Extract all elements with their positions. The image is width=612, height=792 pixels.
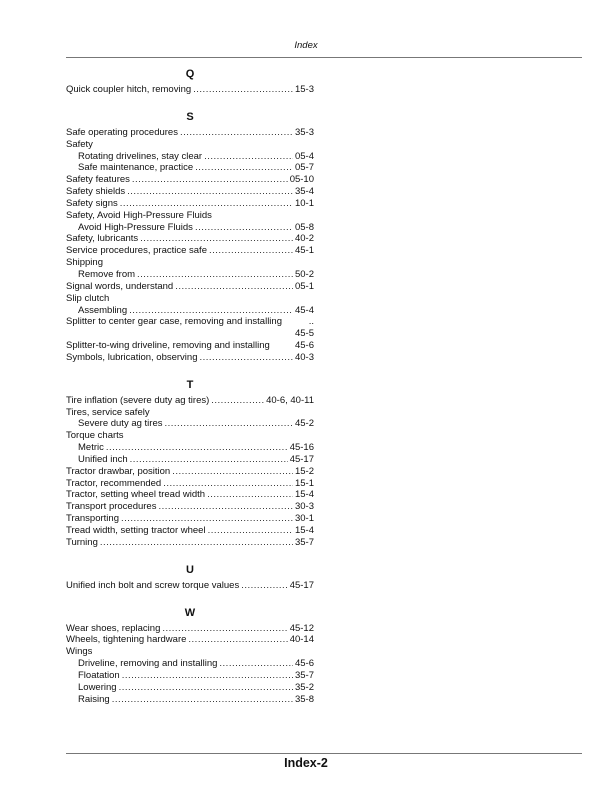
entry-page: 15-2 (294, 465, 314, 477)
entry-text: Rotating drivelines, stay clear (78, 150, 203, 162)
entry-text: Torque charts (66, 430, 124, 442)
entry-page: 10-1 (294, 197, 314, 209)
dot-leader (209, 245, 293, 257)
entry-page: 35-7 (294, 536, 314, 548)
entry-page: 45-6 (294, 658, 314, 670)
entry-page: 15-1 (294, 477, 314, 489)
dot-leader (122, 670, 293, 682)
entry-text: Safety shields (66, 186, 126, 198)
section-letter: T (186, 378, 194, 391)
dot-leader (207, 489, 293, 501)
index-subentry (66, 682, 314, 694)
entry-text: Lowering (78, 681, 117, 693)
entry-page: 40-6, 40-11 (266, 394, 314, 406)
entry-page: 45-4 (294, 304, 314, 316)
entry-text: Symbols, lubrication, observing (66, 351, 198, 363)
dot-leader (199, 352, 293, 364)
dot-leader (241, 580, 287, 592)
entry-text: Safe operating procedures (66, 126, 178, 138)
index-subentry (66, 162, 314, 174)
entry-page: 40-14 (289, 634, 314, 646)
index-entry (66, 233, 314, 245)
index-entry (66, 139, 314, 151)
entry-page: 05-10 (289, 174, 314, 186)
index-subentry (66, 222, 314, 234)
index-subentry (66, 151, 314, 163)
index-subentry (66, 418, 314, 430)
dot-leader (195, 222, 293, 234)
dot-leader (193, 84, 293, 96)
entry-page: 15-3 (294, 84, 314, 95)
entry-text: Remove from (78, 268, 136, 280)
dot-leader (129, 305, 293, 317)
entry-page: 35-3 (294, 126, 314, 138)
dot-leader (195, 162, 293, 174)
entry-page: 35-8 (294, 693, 314, 705)
entry-text: Turning (66, 536, 98, 548)
header-rule (66, 57, 582, 58)
page-number: Index-2 (284, 756, 328, 770)
entry-text: Quick coupler hitch, removing (66, 84, 192, 95)
index-entry (66, 623, 314, 635)
entry-page: 45-1 (294, 245, 314, 257)
dot-leader (172, 466, 293, 478)
index-subentry (66, 305, 314, 317)
index-entry (66, 84, 314, 96)
entry-text: Wear shoes, replacing (66, 622, 161, 634)
entry-text: Tractor, setting wheel tread width (66, 489, 206, 501)
dot-leader (211, 395, 264, 407)
entry-text: Splitter-to-wing driveline, removing and installing (66, 340, 270, 352)
footer-rule (66, 753, 582, 754)
index-entry (66, 580, 314, 592)
entry-text: Metric (78, 442, 104, 454)
index-section-q (66, 67, 314, 96)
dot-leader (112, 694, 293, 706)
section-letter: W (184, 606, 196, 619)
entry-page: 30-3 (294, 501, 314, 513)
index-subentry (66, 670, 314, 682)
index-section-u (66, 563, 314, 592)
index-entry (66, 537, 314, 549)
dot-leader (119, 682, 293, 694)
entry-page: 45-5 (294, 328, 314, 340)
index-subentry (66, 442, 314, 454)
index-entry (66, 245, 314, 257)
dot-leader (132, 174, 288, 186)
entry-text: Tractor, recommended (66, 477, 162, 489)
index-entry (66, 525, 314, 537)
index-entry (66, 316, 314, 340)
index-entry (66, 501, 314, 513)
entry-page: 05-7 (294, 162, 314, 174)
entry-text: Wheels, tightening hardware (66, 634, 187, 646)
index-entry (66, 293, 314, 305)
index-entry (66, 198, 314, 210)
dot-leader (158, 501, 293, 513)
entry-page: 05-1 (294, 280, 314, 292)
index-subentry (66, 454, 314, 466)
index-entry (66, 210, 314, 222)
entry-page: 45-2 (294, 418, 314, 430)
index-entry (66, 127, 314, 139)
section-letter: Q (185, 68, 195, 80)
index-subentry (66, 269, 314, 281)
dot-leader (208, 525, 293, 537)
entry-text: Safety (66, 138, 93, 150)
index-entry (66, 407, 314, 419)
entry-text: Safe maintenance, practice (78, 162, 194, 174)
entry-text: Safety features (66, 174, 130, 186)
entry-text: Driveline, removing and installing (78, 658, 218, 670)
entry-text: Tires, service safely (66, 406, 150, 418)
entry-page: 45-16 (289, 442, 314, 454)
index-entry (66, 281, 314, 293)
index-section-w (66, 606, 314, 706)
dot-leader (106, 442, 288, 454)
dot-leader (121, 513, 293, 525)
entry-text: Severe duty ag tires (78, 418, 163, 430)
entry-text: Tread width, setting tractor wheel (66, 525, 206, 536)
index-entry (66, 646, 314, 658)
entry-text: Wings (66, 646, 93, 658)
dot-leader (130, 454, 288, 466)
entry-text: Floatation (78, 669, 120, 681)
index-entry (66, 489, 314, 501)
index-column (66, 60, 314, 719)
entry-page: 35-4 (294, 186, 314, 198)
entry-text: Splitter to center gear case, removing and installing (66, 316, 282, 328)
entry-text: Tractor drawbar, position (66, 465, 171, 477)
entry-text: Signal words, understand (66, 280, 174, 292)
dot-leader (180, 127, 293, 139)
entry-page: 50-2 (294, 268, 314, 280)
dot-leader (140, 233, 293, 245)
dot-leader (165, 418, 293, 430)
entry-page: 45-17 (289, 453, 314, 465)
entry-text: Service procedures, practice safe (66, 245, 207, 257)
entry-page: 45-6 (294, 340, 314, 352)
entry-page: 15-4 (294, 525, 314, 536)
index-entry (66, 466, 314, 478)
index-entry (66, 513, 314, 525)
dot-leader (137, 269, 293, 281)
dot-leader (219, 658, 293, 670)
dot-leader (120, 198, 293, 210)
dot-leader (175, 281, 293, 293)
dot-leader (127, 186, 293, 198)
index-subentry (66, 694, 314, 706)
entry-text: Safety, Avoid High-Pressure Fluids (66, 209, 212, 221)
entry-text: Slip clutch (66, 292, 110, 304)
index-section-t (66, 378, 314, 549)
entry-text: Safety, lubricants (66, 233, 139, 245)
entry-page: 05-4 (294, 150, 314, 162)
entry-text: Safety signs (66, 197, 118, 209)
entry-text: Assembling (78, 304, 128, 316)
dot-leader (188, 634, 287, 646)
entry-page: 15-4 (294, 489, 314, 501)
entry-text: Shipping (66, 257, 103, 269)
index-entry (66, 430, 314, 442)
entry-page: 05-8 (294, 221, 314, 233)
index-section-s (66, 110, 314, 364)
index-entry (66, 395, 314, 407)
entry-text: Transport procedures (66, 501, 157, 513)
entry-page: 40-3 (294, 351, 314, 363)
index-subentry (66, 658, 314, 670)
dot-leader (100, 537, 293, 549)
index-entry (66, 340, 314, 352)
running-header: Index (294, 40, 318, 51)
index-entry (66, 478, 314, 490)
entry-page: 35-2 (294, 681, 314, 693)
entry-text: Unified inch (78, 453, 128, 465)
index-entry (66, 174, 314, 186)
entry-page: 45-12 (289, 622, 314, 634)
entry-leader: .. (308, 316, 314, 328)
dot-leader (163, 478, 293, 490)
index-entry (66, 634, 314, 646)
entry-text: Raising (78, 693, 110, 705)
dot-leader (162, 623, 287, 635)
entry-text: Tire inflation (severe duty ag tires) (66, 394, 210, 406)
index-entry (66, 186, 314, 198)
index-entry (66, 257, 314, 269)
entry-page: 35-7 (294, 669, 314, 681)
entry-page: 45-17 (289, 579, 314, 591)
entry-text: Avoid High-Pressure Fluids (78, 221, 193, 233)
section-letter: S (186, 110, 194, 123)
dot-leader (204, 151, 293, 163)
index-entry (66, 352, 314, 364)
entry-page: 40-2 (294, 233, 314, 245)
entry-text: Unified inch bolt and screw torque values (66, 579, 240, 591)
section-letter: U (186, 563, 194, 576)
entry-page: 30-1 (294, 513, 314, 525)
entry-text: Transporting (66, 513, 119, 525)
